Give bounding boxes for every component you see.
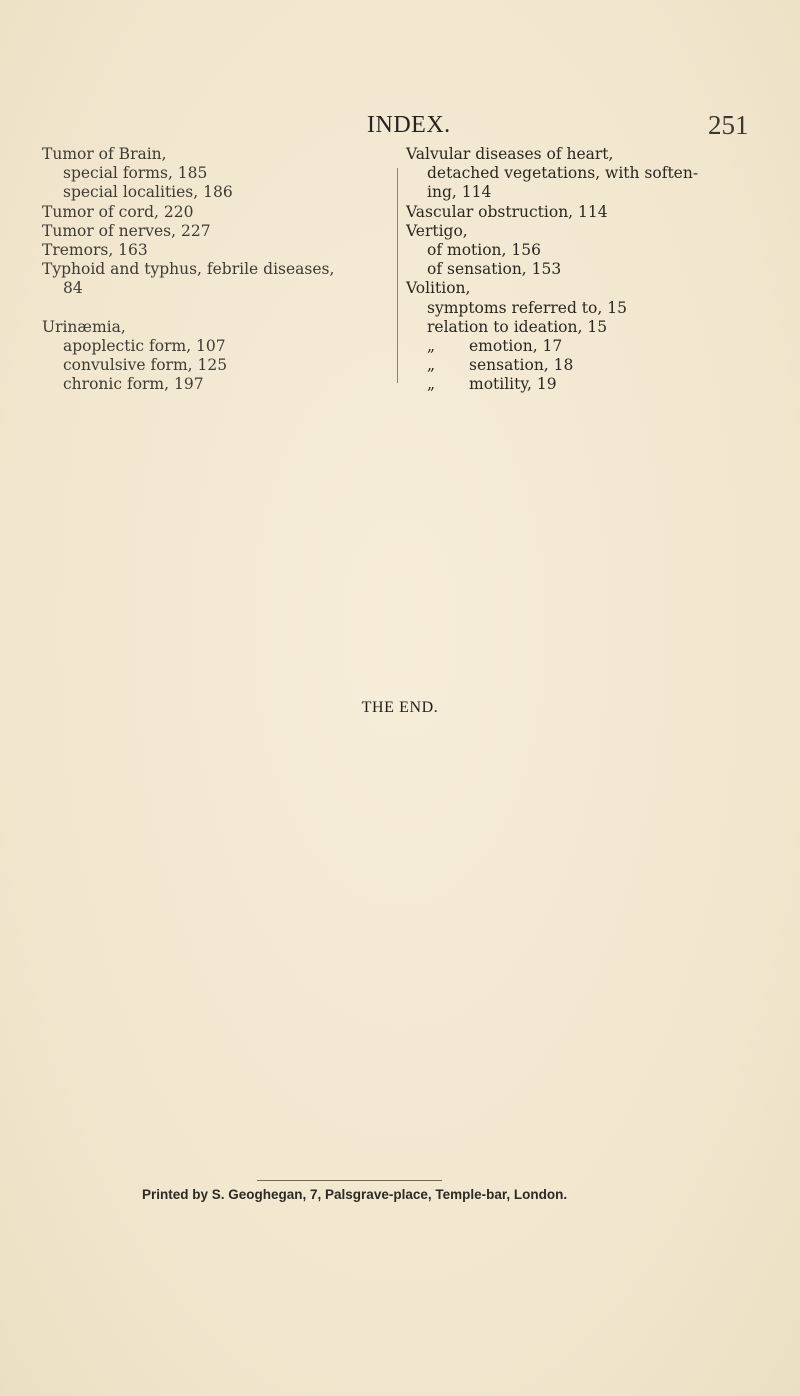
index-column-right	[406, 145, 786, 395]
index-subentry-special-forms: special forms, 185	[63, 164, 208, 183]
index-column-left	[42, 145, 382, 395]
page-number: 251	[708, 110, 749, 140]
index-subentry-sensation: of sensation, 153	[427, 260, 562, 279]
closing-text: THE END.	[361, 699, 439, 716]
index-subentry-motility	[406, 375, 786, 394]
running-head	[0, 112, 800, 142]
index-subentry-motility-text: motility, 19	[469, 375, 557, 394]
index-entry-typhoid: Typhoid and typhus, febrile diseases,	[42, 260, 335, 279]
index-entry-tumor-cord: Tumor of cord, 220	[42, 202, 194, 221]
index-subentry-special-localities: special localities, 186	[63, 183, 233, 202]
index-entry-typhoid-page: 84	[63, 279, 83, 298]
ditto-mark: „	[427, 375, 436, 394]
index-subentry-detached-vegetations-cont: ing, 114	[427, 183, 492, 202]
index-entry-volition: Volition,	[406, 279, 471, 298]
index-subentry-apoplectic: apoplectic form, 107	[63, 337, 226, 356]
index-subentry-chronic: chronic form, 197	[63, 375, 204, 394]
index-entry-valvular: Valvular diseases of heart,	[406, 145, 614, 163]
column-divider	[397, 168, 398, 383]
entry-spacer	[42, 299, 382, 318]
ditto-mark: „	[427, 337, 436, 356]
index-subentry-sensation-2-text: sensation, 18	[469, 356, 574, 375]
index-entry-vascular: Vascular obstruction, 114	[406, 202, 608, 221]
index-subentry-emotion-text: emotion, 17	[469, 337, 563, 356]
index-entry-vertigo: Vertigo,	[406, 221, 468, 240]
imprint-rule	[257, 1180, 442, 1181]
index-entry-urinaemia: Urinæmia,	[42, 317, 126, 336]
index-subentry-sensation-2	[406, 356, 786, 375]
index-subentry-motion: of motion, 156	[427, 241, 541, 260]
index-subentry-emotion	[406, 337, 786, 356]
index-subentry-detached-vegetations: detached vegetations, with soften-	[427, 164, 699, 183]
index-subentry-symptoms: symptoms referred to, 15	[427, 298, 627, 317]
index-entry-tremors: Tremors, 163	[42, 241, 148, 260]
index-entry-tumor-brain: Tumor of Brain,	[42, 145, 167, 163]
page-title: INDEX.	[367, 112, 451, 138]
printer-imprint: Printed by S. Geoghegan, 7, Palsgrave-place, Temple-bar, London.	[142, 1187, 568, 1202]
index-subentry-relation-ideation: relation to ideation, 15	[427, 317, 608, 336]
ditto-mark: „	[427, 356, 436, 375]
index-entry-tumor-nerves: Tumor of nerves, 227	[42, 221, 211, 240]
index-subentry-convulsive: convulsive form, 125	[63, 356, 228, 375]
